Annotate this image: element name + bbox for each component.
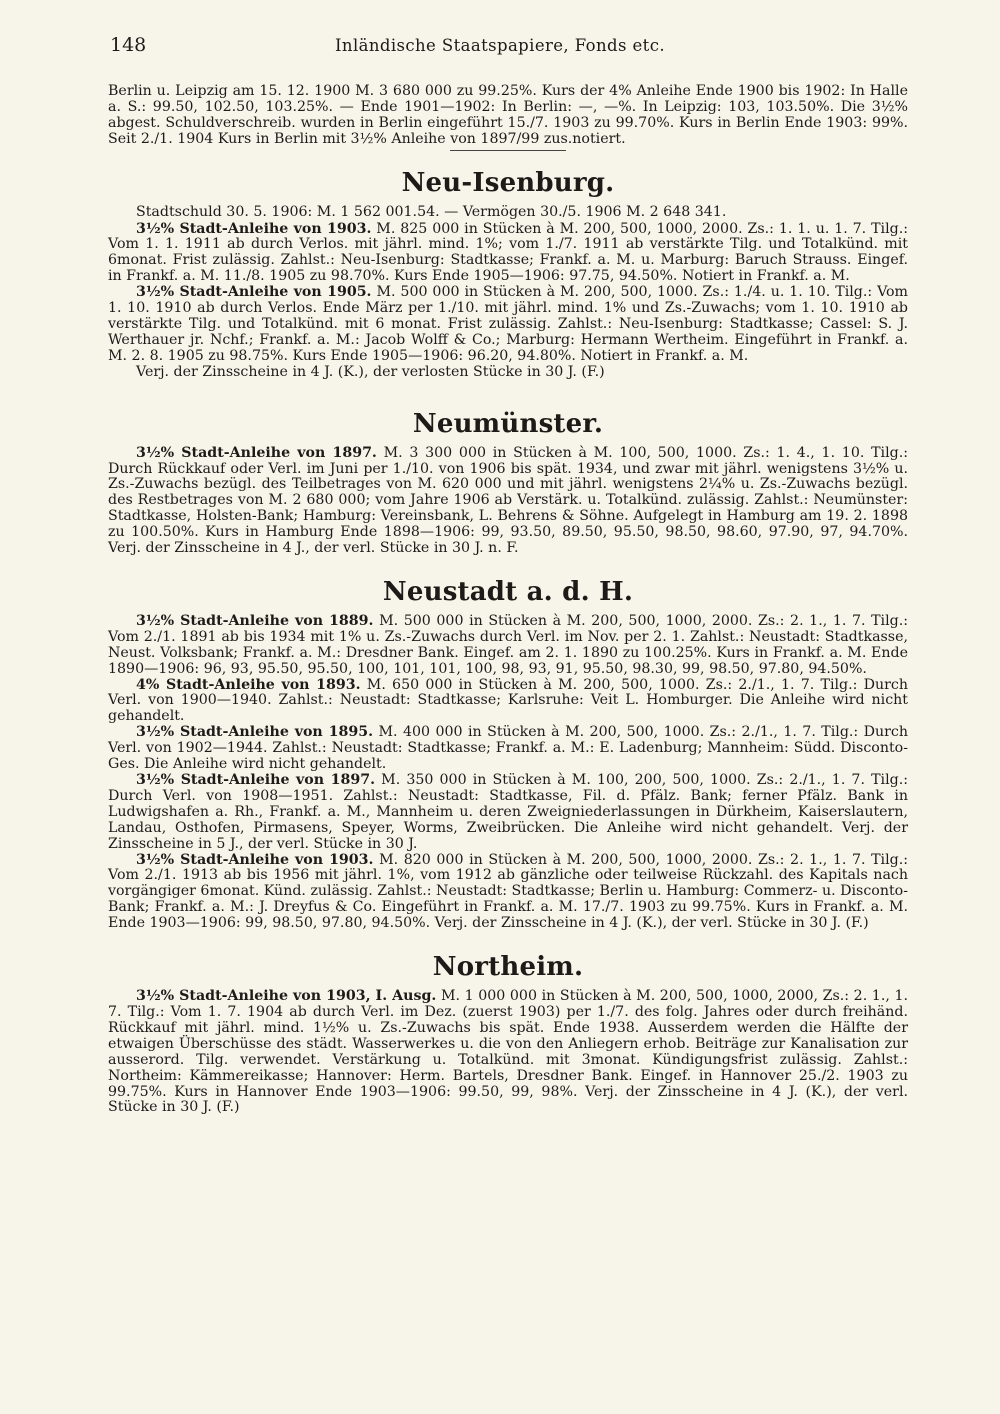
loan-details: M. 650 000 in Stücken à M. 200, 500, 1000. Zs.: 2./1., 1. 7. Tilg.: Durch Verl. von 1900—1940. Zahlst.: Neustadt: Stadtkasse; Karlsruhe: Veit L. Homburger. Die Anleihe wird nicht gehandelt. xyxy=(108,676,908,725)
section-lead-neu-isenburg: Stadtschuld 30. 5. 1906: M. 1 562 001.54. — Vermögen 30./5. 1906 M. 2 648 341. xyxy=(136,203,727,220)
loan-entry xyxy=(108,773,908,853)
loan-entry xyxy=(108,614,908,678)
section-heading-neu-isenburg: Neu-Isenburg. xyxy=(401,167,615,198)
loan-entry xyxy=(108,446,908,557)
page-header xyxy=(110,34,890,60)
loan-title: 3½% Stadt-Anleihe von 1895. xyxy=(136,724,374,741)
running-title: Inländische Staatspapiere, Fonds etc. xyxy=(335,36,665,55)
loan-details: M. 400 000 in Stücken à M. 200, 500, 1000. Zs.: 2./1., 1. 7. Tilg.: Durch Verl. von 1902—1944. Zahlst.: Neustadt: Stadtkasse; Frankf. a. M.: E. Ladenburg; Mannheim: Südd. Disconto-Ges. Die Anleihe wird nicht gehandelt. xyxy=(108,724,909,773)
loan-details: M. 3 300 000 in Stücken à M. 100, 500, 1000. Zs.: 1. 4., 1. 10. Tilg.: Durch Rückkauf oder Verl. im Juni per 1./10. von 1906 bis spät. 1934, und zwar mit jährl. wenigstens 3½% u. Zs.-Zuwachs bezügl. des Teilbetrages von M. 620 000 und mit jährl. wenigstens 2¼% u. Zs.-Zuwachs bezügl. des Restbetrages von M. 2 680 000; vom Jahre 1906 ab Verstärk. u. Totalkünd. zulässig. Zahlst.: Neumünster: Stadtkasse, Holsten-Bank; Hamburg: Vereinsbank, L. Behrens & Söhne. Aufgelegt in Hamburg am 19. 2. 1898 zu 100.50%. Kurs in Hamburg Ende 1898—1906: 99, 93.50, 89.50, 95.50, 98.50, 98.60, 97.90, 97, 94.70%. Verj. der Zinsscheine in 4 J., der verl. Stücke in 30 J. n. F. xyxy=(108,444,908,557)
loan-details: M. 500 000 in Stücken à M. 200, 500, 1000, 2000. Zs.: 2. 1., 1. 7. Tilg.: Vom 2./1. 1891 ab bis 1934 mit 1% u. Zs.-Zuwachs durch Verl. im Nov. per 2. 1. Zahlst.: Neustadt: Stadtkasse, Neust. Volksbank; Frankf. a. M.: Dresdner Bank. Eingef. am 2. 1. 1890 zu 100.25%. Kurs in Frankf. a. M. Ende 1890—1906: 96, 93, 95.50, 95.50, 100, 101, 101, 100, 98, 93, 91, 95.50, 98.30, 99, 98.50, 97.80, 94.50%. xyxy=(108,612,908,677)
section-heading-neustadt: Neustadt a. d. H. xyxy=(382,576,634,607)
loan-entry xyxy=(108,222,908,286)
loan-details: M. 350 000 in Stücken à M. 100, 200, 500, 1000. Zs.: 2./1., 1. 7. Tilg.: Durch Verl. von 1908—1951. Zahlst.: Neustadt: Stadtkasse, Fil. d. Pfälz. Bank; ferner Pfälz. Bank in Ludwigshafen a. Rh., Frankf. a. M., Mannheim u. deren Zweigniederlassungen in Dürkheim, Kaiserslautern, Landau, Osthofen, Pirmasens, Speyer, Worms, Zweibrücken. Die Anleihe wird nicht gehandelt. Verj. der Zinsscheine in 5 J., der verl. Stücke in 30 J. xyxy=(108,772,908,852)
loan-note xyxy=(108,365,908,381)
loan-entry xyxy=(108,853,908,933)
section-heading-northeim: Northeim. xyxy=(432,952,584,983)
loan-title: 3½% Stadt-Anleihe von 1903. xyxy=(136,851,374,868)
loan-details: Verj. der Zinsscheine in 4 J. (K.), der verlosten Stücke in 30 J. (F.) xyxy=(136,363,605,380)
loan-title: 3½% Stadt-Anleihe von 1897. xyxy=(136,444,377,461)
page-content xyxy=(108,84,908,1116)
loan-entry xyxy=(108,989,908,1116)
loan-entry xyxy=(108,285,908,365)
loan-entry xyxy=(108,678,908,726)
section-heading-neumuenster: Neumünster. xyxy=(412,408,604,439)
intro-paragraph: Berlin u. Leipzig am 15. 12. 1900 M. 3 680 000 zu 99.25%. Kurs der 4% Anleihe Ende 1900 bis 1902: In Halle a. S.: 99.50, 102.50, 103.25%. — Ende 1901—1902: In Berlin: —, —%. In Leipzig: 103, 103.50%. Die 3½% abgest. Schuldverschreib. wurden in Berlin eingeführt 15./7. 1903 zu 99.70%. Kurs in Berlin Ende 1903: 99%. Seit 2./1. 1904 Kurs in Berlin mit 3½% Anleihe von 1897/99 zus.notiert. xyxy=(108,83,908,147)
section-divider xyxy=(450,150,566,151)
loan-details: M. 825 000 in Stücken à M. 200, 500, 1000, 2000. Zs.: 1. 1. u. 1. 7. Tilg.: Vom 1. 1. 1911 ab durch Verlos. mit jährl. mind. 1%; vom 1./7. 1911 ab verstärkte Tilg. und Totalkünd. mit 6monat. Frist zulässig. Zahlst.: Neu-Isenburg: Stadtkasse; Frankf. a. M. u. Marburg: Baruch Strauss. Eingef. in Frankf. a. M. 11./8. 1905 zu 98.70%. Kurs Ende 1905—1906: 97.75, 94.50%. Notiert in Frankf. a. M. xyxy=(108,220,908,285)
loan-details: M. 820 000 in Stücken à M. 200, 500, 1000, 2000. Zs.: 2. 1., 1. 7. Tilg.: Vom 2./1. 1913 ab bis 1956 mit jährl. 1%, vom 1912 ab gänzliche oder teilweise Rückzahl. des Kapitals nach vorgängiger 6monat. Künd. zulässig. Zahlst.: Neustadt: Stadtkasse; Berlin u. Hamburg: Commerz- u. Disconto-Bank; Frankf. a. M.: J. Dreyfus & Co. Eingeführt in Frankf. a. M. 17./7. 1903 zu 99.75%. Kurs in Frankf. a. M. Ende 1903—1906: 99, 98.50, 97.80, 94.50%. Verj. der Zinsscheine in 4 J. (K.), der verl. Stücke in 30 J. (F.) xyxy=(108,851,908,932)
page-number: 148 xyxy=(110,34,147,56)
loan-title: 3½% Stadt-Anleihe von 1903. xyxy=(136,220,372,237)
loan-title: 3½% Stadt-Anleihe von 1889. xyxy=(136,612,374,629)
loan-details: M. 1 000 000 in Stücken à M. 200, 500, 1000, 2000, Zs.: 2. 1., 1. 7. Tilg.: Vom 1. 7. 1904 ab durch Verl. im Dez. (zuerst 1903) per 1./7. des folg. Jahres oder durch freihänd. Rückkauf mit jährl. mind. 1½% u. Zs.-Zuwachs bis spät. Ende 1938. Ausserdem werden die Hälfte der etwaigen Überschüsse des städt. Wasserwerkes u. die von den Anliegern erhob. Beiträge zur Kanalisation zur ausserord. Tilg. verwendet. Verstärkung u. Totalkünd. mit 3monat. Kündigungsfrist zulässig. Zahlst.: Northeim: Kämmereikasse; Hannover: Herm. Bartels, Dresdner Bank. Eingef. in Hannover 25./2. 1903 zu 99.75%. Kurs in Hannover Ende 1903—1906: 99.50, 99, 98%. Verj. der Zinsscheine in 4 J. (K.), der verl. Stücke in 30 J. (F.) xyxy=(108,988,908,1116)
loan-details: M. 500 000 in Stücken à M. 200, 500, 1000. Zs.: 1./4. u. 1. 10. Tilg.: Vom 1. 10. 1910 ab durch Verlos. Ende März per 1./10. mit jährl. mind. 1% und Zs.-Zuwachs; vom 1. 10. 1910 ab verstärkte Tilg. und Totalkünd. mit 6 monat. Frist zulässig. Zahlst.: Neu-Isenburg: Stadtkasse; Cassel: S. J. Werthauer jr. Nchf.; Frankf. a. M.: Jacob Wolff & Co.; Marburg: Hermann Wertheim. Eingeführt in Frankf. a. M. 2. 8. 1905 zu 98.75%. Kurs Ende 1905—1906: 96.20, 94.80%. Notiert in Frankf. a. M. xyxy=(108,284,909,364)
loan-entry xyxy=(108,725,908,773)
loan-title: 3½% Stadt-Anleihe von 1897. xyxy=(136,772,376,788)
loan-title: 4% Stadt-Anleihe von 1893. xyxy=(136,676,361,693)
loan-title: 3½% Stadt-Anleihe von 1905. xyxy=(136,284,372,301)
loan-title: 3½% Stadt-Anleihe von 1903, I. Ausg. xyxy=(136,988,437,1005)
